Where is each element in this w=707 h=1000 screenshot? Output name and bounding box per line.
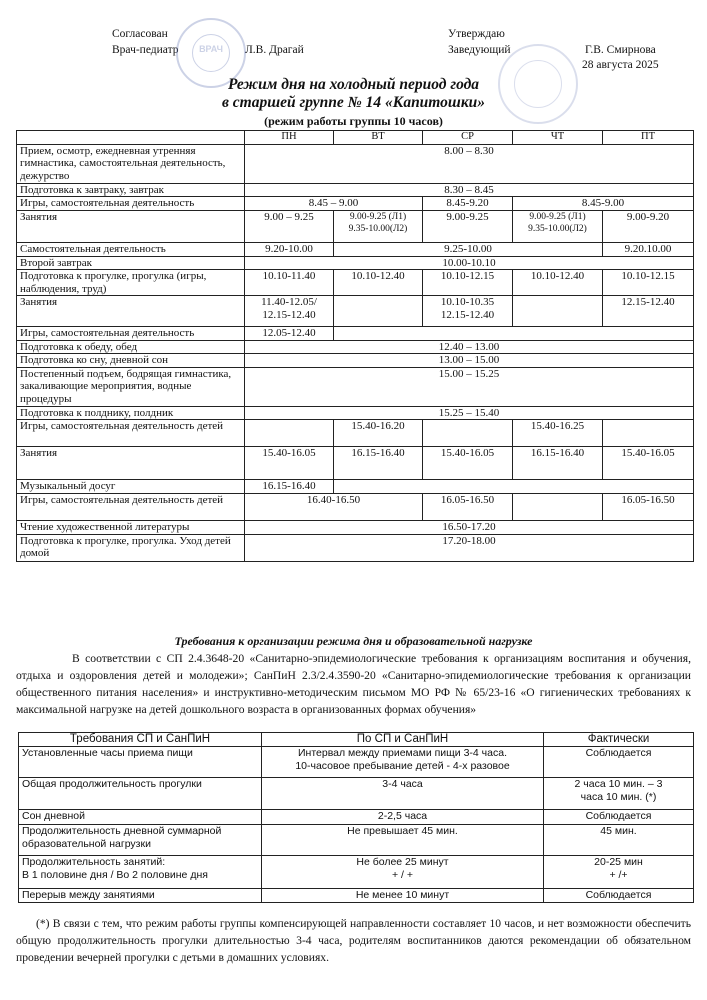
time-cell: 8.45-9.20 [423, 197, 513, 211]
activity-cell: Подготовка к полднику, полдник [17, 406, 245, 420]
time-cell [603, 420, 694, 447]
norm-cell [262, 856, 544, 889]
activity-cell: Подготовка к прогулке, прогулка (игры, наблюдения, труд) [17, 270, 245, 296]
time-cell: 16.40-16.50 [245, 494, 423, 521]
table-row [17, 144, 694, 183]
schedule-table [16, 130, 694, 562]
time-cell: 9.00-9.25 [423, 210, 513, 242]
req-row [19, 856, 694, 889]
req-header-row [19, 733, 694, 747]
activity-cell: Второй завтрак [17, 256, 245, 270]
time-cell: 16.50-17.20 [245, 521, 694, 535]
req-row [19, 747, 694, 778]
table-header-row [17, 131, 694, 145]
time-cell: 8.45 – 9.00 [245, 197, 423, 211]
time-cell: 17.20-18.00 [245, 534, 694, 561]
activity-cell: Занятия [17, 296, 245, 327]
table-row [17, 521, 694, 535]
req-row [19, 825, 694, 856]
activity-cell: Постепенный подъем, бодрящая гимнастика, закаливающие мероприятия, водные процедуры [17, 367, 245, 406]
time-cell: 9.00 – 9.25 [245, 210, 334, 242]
page-title-line1: Режим дня на холодный период года [227, 76, 480, 93]
activity-cell: Самостоятельная деятельность [17, 242, 245, 256]
time-cell: 15.40-16.05 [603, 447, 694, 480]
time-cell: 8.00 – 8.30 [245, 144, 694, 183]
req-line: В 1 половине дня / Во 2 половине дня [22, 869, 208, 881]
header-cell-wed: СР [423, 131, 513, 145]
head-signature: Г.В. Смирнова [585, 44, 656, 56]
header-cell-empty [17, 131, 245, 145]
activity-cell: Занятия [17, 210, 245, 242]
req-row [19, 889, 694, 903]
time-cell: 15.25 – 15.40 [245, 406, 694, 420]
time-cell: 10.10-11.40 [245, 270, 334, 296]
approval-left-label: Согласован [112, 28, 168, 40]
pediatrician-signature: Л.В. Драгай [245, 44, 304, 56]
time-cell: 9.20-10.00 [245, 242, 334, 256]
req-cell: Продолжительность дневной суммарной образовательной нагрузки [19, 825, 262, 856]
time-cell [245, 296, 334, 327]
time-cell [423, 296, 513, 327]
table-row [17, 210, 694, 242]
time-cell: 13.00 – 15.00 [245, 354, 694, 368]
norm-cell [262, 747, 544, 778]
req-cell: Установленные часы приема пищи [19, 747, 262, 778]
fact-cell: Соблюдается [544, 810, 694, 825]
fact-line: + /+ [609, 869, 628, 881]
time-cell [245, 420, 334, 447]
time-line: 9.00-9.25 (Л1) [349, 211, 407, 222]
time-cell: 16.05-16.50 [603, 494, 694, 521]
time-cell [513, 296, 603, 327]
req-cell: Перерыв между занятиями [19, 889, 262, 903]
time-cell [334, 210, 423, 242]
table-row [17, 447, 694, 480]
time-cell [334, 296, 423, 327]
activity-cell: Музыкальный досуг [17, 480, 245, 494]
norm-line: Интервал между приемами пищи 3-4 часа. [298, 747, 507, 759]
norm-line: Не более 25 минут [356, 856, 449, 868]
activity-cell: Подготовка к обеду, обед [17, 340, 245, 354]
table-row [17, 340, 694, 354]
req-cell: Сон дневной [19, 810, 262, 825]
requirements-table [18, 732, 694, 903]
fact-line: часа 10 мин. (*) [580, 791, 657, 803]
pediatrician-label: Врач-педиатр [112, 44, 179, 56]
fact-cell: Соблюдается [544, 747, 694, 778]
header-cell-mon: ПН [245, 131, 334, 145]
req-line: Продолжительность занятий: [22, 856, 166, 868]
fact-cell: 45 мин. [544, 825, 694, 856]
fact-cell [544, 778, 694, 810]
time-cell: 12.05-12.40 [245, 327, 334, 341]
requirements-title: Требования к организации режима дня и образовательной нагрузке [174, 634, 533, 648]
header-cell-thu: ЧТ [513, 131, 603, 145]
fact-line: 20-25 мин [594, 856, 643, 868]
approval-right-label: Утверждаю [448, 28, 505, 40]
table-row [17, 420, 694, 447]
table-row [17, 270, 694, 296]
time-line: 11.40-12.05/ [261, 296, 317, 308]
time-line: 9.35-10.00(Л2) [528, 224, 587, 234]
activity-cell: Подготовка ко сну, дневной сон [17, 354, 245, 368]
time-cell: 15.40-16.20 [334, 420, 423, 447]
time-cell: 12.15-12.40 [603, 296, 694, 327]
table-row [17, 242, 694, 256]
fact-cell [544, 856, 694, 889]
req-header-cell: По СП и СанПиН [262, 733, 544, 747]
time-cell: 16.05-16.50 [423, 494, 513, 521]
time-cell: 8.30 – 8.45 [245, 183, 694, 197]
req-header-cell: Требования СП и СанПиН [19, 733, 262, 747]
req-header-cell: Фактически [544, 733, 694, 747]
time-line: 12.15-12.40 [440, 308, 495, 321]
req-row [19, 778, 694, 810]
time-cell: 15.40-16.05 [245, 447, 334, 480]
activity-cell: Игры, самостоятельная деятельность детей [17, 420, 245, 447]
norm-line: 10-часовое пребывание детей - 4-х разовое [295, 760, 510, 772]
time-cell: 9.25-10.00 [334, 242, 603, 256]
table-row [17, 354, 694, 368]
time-line: 9.00-9.25 (Л1) [529, 211, 586, 222]
table-row [17, 296, 694, 327]
activity-cell: Прием, осмотр, ежедневная утренняя гимнастика, самостоятельная деятельность, дежурство [17, 144, 245, 183]
time-cell: 10.10-12.15 [423, 270, 513, 296]
page-title-line2: в старшей группе № 14 «Капитошки» [221, 94, 486, 111]
table-row [17, 327, 694, 341]
norm-cell: Не превышает 45 мин. [262, 825, 544, 856]
fact-cell: Соблюдается [544, 889, 694, 903]
req-row [19, 810, 694, 825]
activity-cell: Чтение художественной литературы [17, 521, 245, 535]
time-cell: 15.40-16.25 [513, 420, 603, 447]
time-cell: 10.00-10.10 [245, 256, 694, 270]
time-cell [513, 494, 603, 521]
time-cell [423, 420, 513, 447]
table-row [17, 183, 694, 197]
table-row [17, 406, 694, 420]
req-cell [19, 856, 262, 889]
time-cell: 10.10-12.15 [603, 270, 694, 296]
requirements-paragraph: В соответствии с СП 2.4.3648-20 «Санитарно-эпидемиологические требования к организациям воспитания и обучения, отдыха и оздоровления детей и молодежи»; СанПиН 2.3/2.4.3590-20 «Санитарно-эпидемиологические требования к организации общественного питания населения» и инструктивно-методическим письмом МО РФ № 65/23-16 «О гигиенических требованиях к максимальной нагрузке на детей дошкольного возраста в организованных формах обучения» [16, 652, 691, 716]
time-cell: 10.10-12.40 [334, 270, 423, 296]
time-cell [513, 210, 603, 242]
activity-cell: Игры, самостоятельная деятельность детей [17, 494, 245, 521]
norm-cell: Не менее 10 минут [262, 889, 544, 903]
norm-line: + / + [391, 869, 413, 881]
table-row [17, 534, 694, 561]
header-cell-tue: ВТ [334, 131, 423, 145]
time-cell [334, 480, 694, 494]
activity-cell: Подготовка к завтраку, завтрак [17, 183, 245, 197]
time-cell: 8.45-9.00 [513, 197, 694, 211]
activity-cell: Подготовка к прогулке, прогулка. Уход детей домой [17, 534, 245, 561]
time-cell: 16.15-16.40 [334, 447, 423, 480]
activity-cell: Игры, самостоятельная деятельность [17, 327, 245, 341]
fact-line: 2 часа 10 мин. – 3 [574, 778, 663, 790]
norm-cell: 2-2,5 часа [262, 810, 544, 825]
time-cell: 9.00-9.20 [603, 210, 694, 242]
time-cell: 15.00 – 15.25 [245, 367, 694, 406]
footnote: (*) В связи с тем, что режим работы группы компенсирующей направленности составляет 10 часов, и нет возможности обеспечить общую продолжительность прогулки длительностью 3-4 часа, родителям воспитанников даются рекомендации об обязательном проведении вечерней прогулки с детьми в домашних условиях. [16, 917, 691, 964]
req-cell: Общая продолжительность прогулки [19, 778, 262, 810]
activity-cell: Игры, самостоятельная деятельность [17, 197, 245, 211]
head-label: Заведующий [448, 44, 511, 56]
time-cell: 16.15-16.40 [245, 480, 334, 494]
stamp-text: ВРАЧ [199, 44, 223, 54]
time-cell: 9.20.10.00 [603, 242, 694, 256]
table-row [17, 367, 694, 406]
time-cell: 16.15-16.40 [513, 447, 603, 480]
norm-cell: 3-4 часа [262, 778, 544, 810]
time-cell: 10.10-12.40 [513, 270, 603, 296]
table-row [17, 197, 694, 211]
page-subtitle: (режим работы группы 10 часов) [264, 114, 443, 128]
table-row [17, 256, 694, 270]
approval-date: 28 августа 2025 [582, 59, 659, 71]
time-line: 12.15-12.40 [262, 308, 316, 321]
time-cell: 12.40 – 13.00 [245, 340, 694, 354]
header-cell-fri: ПТ [603, 131, 694, 145]
time-line: 9.35-10.00(Л2) [348, 224, 408, 234]
time-cell: 15.40-16.05 [423, 447, 513, 480]
activity-cell: Занятия [17, 447, 245, 480]
time-cell [334, 327, 694, 341]
time-line: 10.10-10.35 [440, 296, 495, 308]
table-row [17, 480, 694, 494]
table-row [17, 494, 694, 521]
